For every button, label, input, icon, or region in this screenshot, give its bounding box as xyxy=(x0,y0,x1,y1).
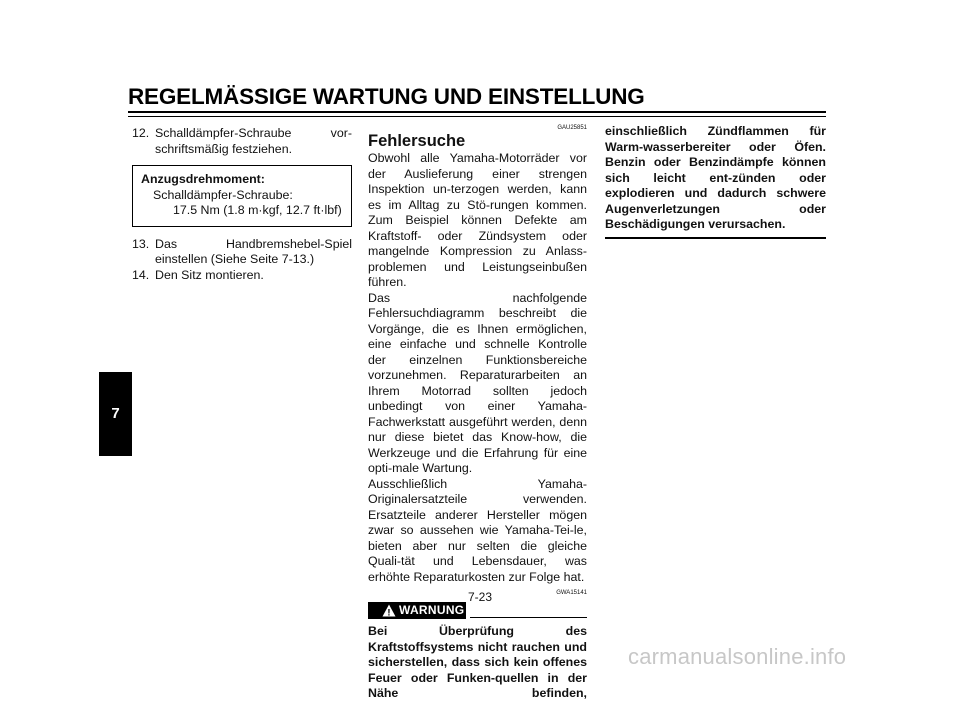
middle-column xyxy=(368,124,587,702)
page-number: 7-23 xyxy=(467,590,493,604)
torque-spec-box xyxy=(132,165,352,227)
right-column xyxy=(605,124,826,239)
step-14-number: 14. xyxy=(132,267,150,282)
warning-triangle-icon xyxy=(382,604,396,617)
step-12 xyxy=(132,126,352,157)
step-13-number: 13. xyxy=(132,236,150,251)
warning-header xyxy=(368,602,587,619)
step-13-text: Das Handbremshebel-Spiel einstellen (Siehe Seite 7-13.) xyxy=(155,236,352,266)
section-code: GAU25851 xyxy=(557,125,587,131)
warning-rule xyxy=(470,617,587,618)
diagram-paragraph: Das nachfolgende Fehlersuchdiagramm beschreibt die Vorgänge, die es Ihnen ermöglichen, eine einfache und schnelle Kontrolle der einzelnen Funktionsbereiche vorzunehmen. Reparaturarbeiten an Ihrem Motorrad sollten jedoch unbedingt von einer Yamaha-Fachwerkstatt ausgeführt werden, denn nur diese bietet das Know-how, die Werkzeuge und die Erfahrung für eine opti-male Wartung. xyxy=(368,290,587,475)
header-rule-thin xyxy=(128,116,826,117)
step-12-number: 12. xyxy=(132,126,150,140)
warning-label: WARNUNG xyxy=(399,603,465,617)
step-14-text: Den Sitz montieren. xyxy=(155,267,264,282)
warning-badge xyxy=(368,602,466,619)
chapter-tab: 7 xyxy=(99,372,132,456)
warning-text: Bei Überprüfung des Kraftstoffsystems nicht rauchen und sicherstellen, dass sich kein offenes Feuer oder Funken-quellen in der Nähe befinden, xyxy=(368,624,587,700)
watermark: carmanualsonline.info xyxy=(628,644,847,669)
warning-end-rule xyxy=(605,237,826,239)
parts-paragraph: Ausschließlich Yamaha-Originalersatzteile verwenden. Ersatzteile anderer Hersteller mögen zwar so aussehen wie Yamaha-Tei-le, bieten aber nur selten die gleiche Quali-tät und Lebensdauer, was erhöhte Reparaturkosten zur Folge hat. xyxy=(368,476,587,584)
torque-spec-label: Schalldämpfer-Schraube: xyxy=(153,187,293,202)
step-14 xyxy=(132,268,352,284)
torque-spec-title: Anzugsdrehmoment: xyxy=(141,172,265,186)
section-title: Fehlersuche xyxy=(368,132,466,150)
left-column xyxy=(132,126,352,283)
step-12-text: Schalldämpfer-Schraube vor-schriftsmäßig festziehen. xyxy=(155,126,352,156)
warning-symbol: ! xyxy=(387,607,391,617)
torque-spec-value: 17.5 Nm (1.8 m·kgf, 12.7 ft·lbf) xyxy=(173,203,342,217)
warning-code: GWA15141 xyxy=(556,590,587,596)
header-rule-thick xyxy=(128,111,826,113)
page-title: REGELMÄSSIGE WARTUNG UND EINSTELLUNG xyxy=(128,84,645,109)
warning-continuation: einschließlich Zündflammen für Warm-wasserbereiter oder Öfen. Benzin oder Benzindämpfe können sich leicht ent-zünden oder explodieren und dadurch schwere Augenverletzungen oder Beschädigungen verursachen. xyxy=(605,124,826,231)
intro-paragraph: Obwohl alle Yamaha-Motorräder vor der Auslieferung einer strengen Inspektion un-terzogen werden, kann es im Alltag zu Stö-rungen kommen. Zum Beispiel können Defekte am Kraftstoff- oder Zündsystem oder mangelnde Kompression zu Anlass-problemen und Leistungseinbußen führen. xyxy=(368,151,587,289)
step-13 xyxy=(132,237,352,268)
